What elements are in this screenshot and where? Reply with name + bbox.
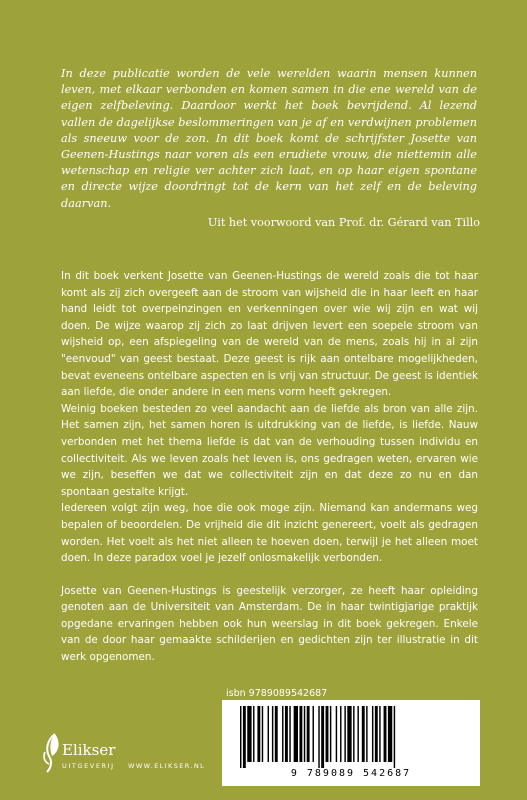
barcode-digits: 9 789089 542687 <box>290 768 412 779</box>
publisher-subtitle: UITGEVERIJ <box>62 762 115 770</box>
barcode-icon <box>228 706 474 768</box>
back-cover-quote: In deze publicatie worden de vele werelden waarin mensen kunnen leven, met elkaar verbonden en komen samen in die ene wereld van de eigen zelfbeleving. Daardoor werkt het boek bevrijdend. Al lezend vallen de dagelijkse beslommeringen van je af en verdwijnen problemen als sneeuw voor de zon. In dit boek komt de schrijfster Josette van Geenen-Hustings naar voren als een erudiete vrouw, die niettemin alle wetenschap en religie ver achter zich laat, en op haar eigen spontane en directe wijze doordringt tot de kern van het zelf en de beleving daarvan. <box>61 67 477 210</box>
book-description <box>61 268 478 666</box>
publisher-url[interactable]: WWW.ELIKSER.NL <box>128 762 206 770</box>
description-paragraph: In dit boek verkent Josette van Geenen-Hustings de wereld zoals die tot haar komt als zij zich overgeeft aan de stroom van wijsheid die in haar leeft en haar hand leidt tot overpeinzingen en verkenningen over wie wij zijn en wat wij doen. De wijze waarop zij zich zo laat drijven levert een soepele stroom van wijsheid op, een afspiegeling van de wereld van de mens, zoals hij in al zijn "eenvoud" van geest bestaat. Deze geest is rijk aan ontelbare mogelijkheden, bevat eveneens ontelbare aspecten en is vrij van structuur. De geest is identiek aan liefde, die onder andere in een mens vorm heeft gekregen. <box>61 270 478 399</box>
quote-attribution: Uit het voorwoord van Prof. dr. Gérard van Tillo <box>207 216 480 229</box>
isbn-barcode <box>222 700 480 786</box>
elikser-leaf-logo-icon <box>41 732 63 774</box>
isbn-label: isbn 9789089542687 <box>226 688 328 699</box>
description-paragraph: Iedereen volgt zijn weg, hoe die ook moge zijn. Niemand kan andermans weg bepalen of beoordelen. De vrijheid die dit inzicht genereert, voelt als gedragen worden. Het voelt als het niet alleen te hoeven doen, terwijl je het alleen moet doen. In deze paradox voel je jezelf onlosmakelijk verbonden. <box>61 502 478 565</box>
publisher-name: Elikser <box>62 741 116 759</box>
author-bio: Josette van Geenen-Hustings is geestelijk verzorger, ze heeft haar opleiding genoten aan de Universiteit van Amsterdam. De in haar twintigjarige praktijk opgedane ervaringen hebben ook hun weerslag in dit boek gekregen. Enkele van de door haar gemaakte schilderijen en gedichten zijn ter illustratie in dit werk opgenomen. <box>61 584 478 664</box>
description-paragraph: Weinig boeken besteden zo veel aandacht aan de liefde als bron van alle zijn. Het samen zijn, het samen horen is uitdrukking van de liefde, is liefde. Nauw verbonden met het thema liefde is dat van de verhouding tussen individu en collectiviteit. Als we leven zoals het leven is, ons gedragen weten, ervaren wie we zijn, beseffen we dat we collectiviteit zijn en dat deze zo nu en dan spontaan gestalte krijgt. <box>61 402 478 498</box>
